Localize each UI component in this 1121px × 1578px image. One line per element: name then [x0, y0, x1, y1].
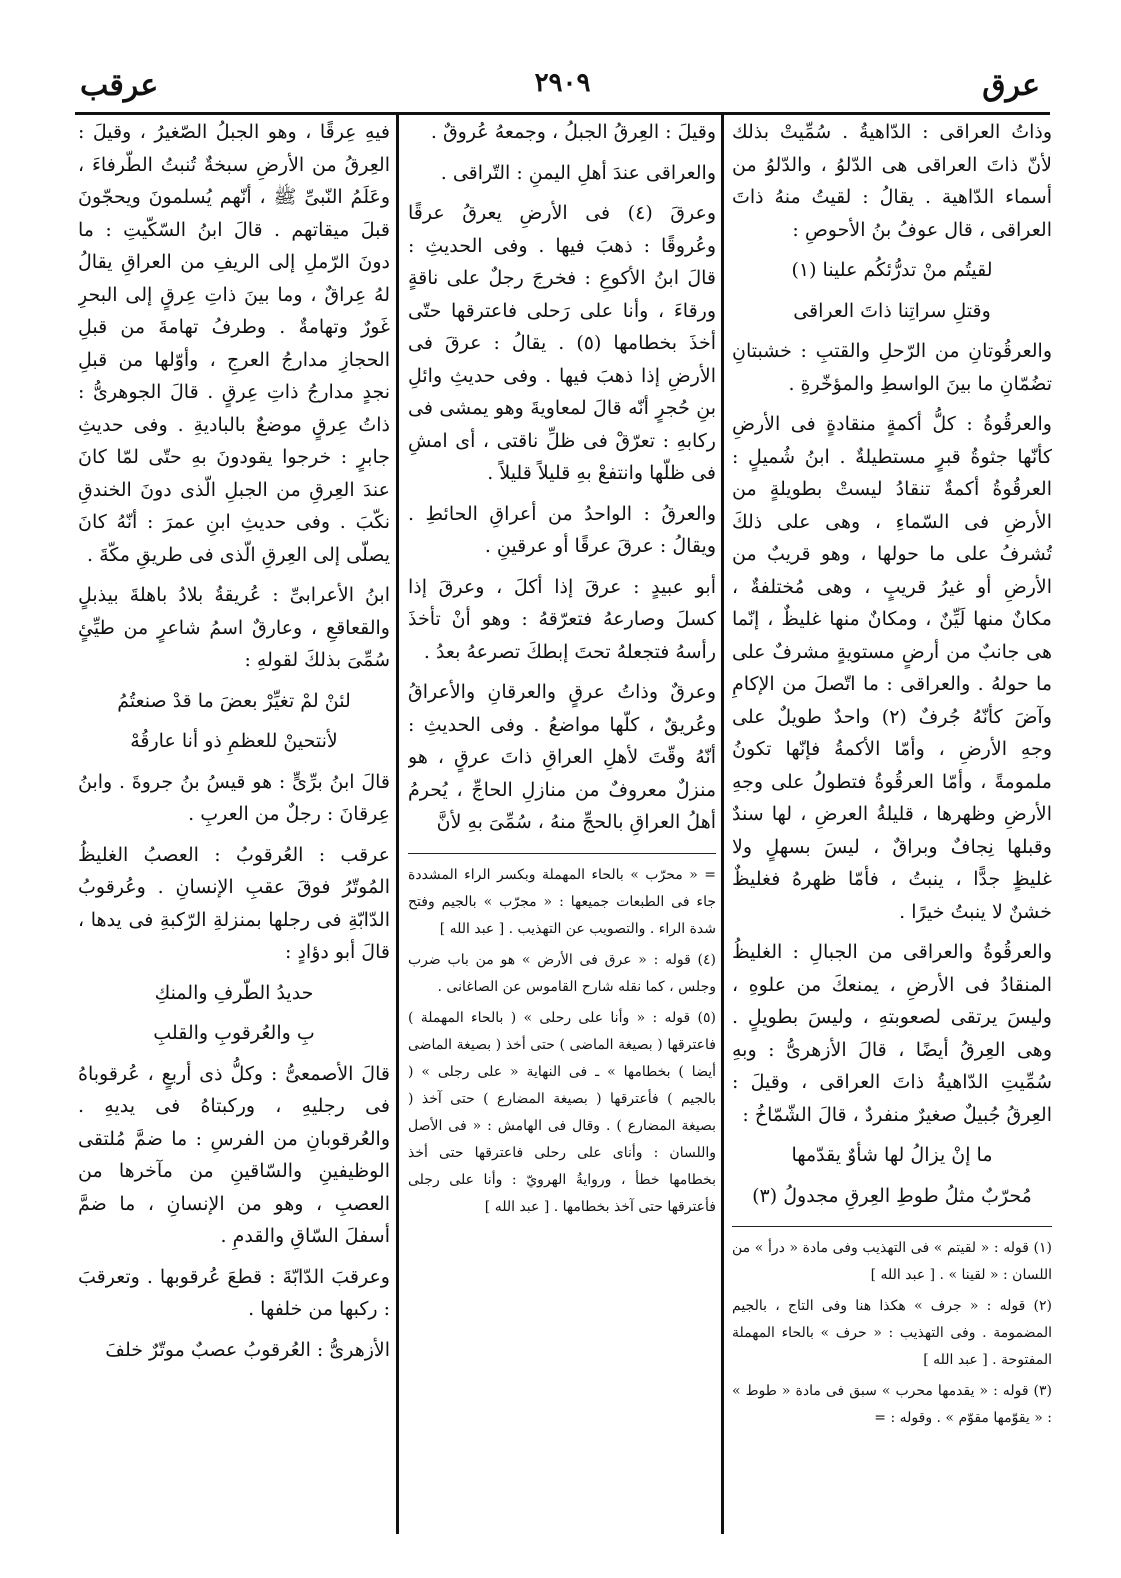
entry-paragraph: والعراقى عندَ أهلِ اليمنِ : التّراقى . [440, 161, 716, 184]
header-right-word: عرق [982, 68, 1040, 103]
verse-line: لقيتُم منْ تدرُّئكُم علينا (١) [791, 259, 993, 281]
entry-paragraph: الأزهرىُّ : العُرقوبُ عصبٌ موتّرٌ خلفَ [105, 1338, 390, 1361]
verse-line: ما إنْ يزالُ لها شأوٌ يقدّمها [791, 1144, 993, 1166]
entry-paragraph: والعرقُ : الواحدُ من أعراقِ الحائطِ . ويقالُ : عرقَ عرقًا أو عرقينِ . [408, 502, 716, 557]
verse-line: بِ والعُرقوبِ والقلبِ [153, 1022, 315, 1044]
entry-paragraph: ابنُ الأعرابىِّ : عُريقةُ بلادُ باهلةَ بيذبلٍ والقعاقعِ ، وعارقٌ اسمُ شاعرٍ من طيِّئٍ سُمِّىَ بذلكَ لقولهِ : [78, 584, 390, 671]
verse-line: مُحرّبٌ مثلُ طوطِ العِرقِ مجدولُ (٣) [752, 1184, 1032, 1207]
footnote: = « محرّب » بالحاء المهملة وبكسر الراء المشددة جاء فى الطبعات جميعها : « مجرّب » بالجيم وفتح شدة الراء . والتصويب عن التهذيب . [ عبد الله ] [408, 866, 716, 937]
entry-paragraph: قالَ الأصمعىُّ : وكلُّ ذى أربعٍ ، عُرقوباهُ فى رجليهِ ، وركبتاهُ فى يديهِ . والعُرقوبانِ من الفرسِ : ما ضمَّ مُلتقى الوظيفينِ والسّاقينِ من مآخرها من العصبِ ، وهو من الإنسانِ ، ما ضمَّ أسفلَ السّاقِ والقدمِ . [78, 1062, 390, 1247]
page-number: ٢٩٠٩ [534, 68, 591, 98]
column-divider [396, 114, 399, 1534]
right-column [732, 116, 1052, 1536]
left-column-body [78, 116, 390, 1366]
footnote: (٤) قوله : « عرق فى الأرض » هو من باب ضرب وجلس ، كما نقله شارح القاموس عن الصاغانى . [408, 951, 716, 995]
entry-paragraph: والعرقُوةُ : كلُّ أكمةٍ منقادةٍ فى الأرضِ كأنّها جثوةُ قبرٍ مستطيلةٌ . ابنُ شُميلٍ : العرقُوةُ أكمةٌ تنقادُ ليستْ بطويلةٍ من الأرضِ فى السّماءِ ، وهى على ذلكَ تُشرفُ على ما حولها ، وهو قريبٌ من الأرضِ أو غيرُ قريبٍ ، وهى مُختلفةٌ ، مكانٌ منها لَيِّنٌ ، ومكانٌ منها غليظٌ ، إنّما هى جانبٌ من أرضٍ مستويةٍ مشرفٌ على ما حولهُ . والعراقى : ما اتّصلَ من الإكامِ وآضَ كأنّهُ جُرفٌ (٢) واحدٌ طويلٌ على وجهِ الأرضِ ، وأمّا الأكمةُ فإنّها تكونُ ملمومةً ، وأمّا العرقُوةُ فتطولُ على وجهِ الأرضِ وظهرها ، قليلةُ العرضِ ، لها سندٌ وقبلها نِجافٌ وبراقٌ ، ليسَ بسهلٍ ولا غليظٍ جدًّا ، ينبتُ ، فأمّا ظهرهُ فغليظٌ خشنٌ لا ينبتُ خيرًا . [732, 413, 1052, 923]
verse-line: وقتلِ سراتِنا ذاتَ العراقى [793, 299, 991, 322]
page-header [70, 68, 1055, 108]
footnote: (١) قوله : « لقيتم » فى التهذيب وفى مادة « درأ » من اللسان : « لقينا » . [ عبد الله ] [732, 1240, 1052, 1283]
entry-paragraph: وعرقٌ وذاتُ عرقٍ والعرقانِ والأعراقُ وعُريقٌ ، كلّها مواضعُ . وفى الحديثِ : أنّهُ وقّتَ لأهلِ العراقِ ذاتَ عرقٍ ، هو منزلٌ معروفٌ من منازلِ الحاجِّ ، يُحرمُ أهلُ العراقِ بالحجِّ منهُ ، سُمِّىَ بهِ لأنَّ [408, 681, 716, 833]
entry-paragraph: وقيلَ : العِرقُ الجبلُ ، وجمعهُ عُروقٌ . [430, 121, 716, 143]
entry-paragraph: فيهِ عِرقًا ، وهو الجبلُ الصّغيرُ ، وقيلَ : العِرقُ من الأرضِ سبخةٌ تُنبتُ الطّرفاءَ ، وعَلَمُ النّبىِّ ﷺ ، أنّهم يُسلمونَ ويحجّونَ قبلَ ميقاتهم . قالَ ابنُ السّكّيتِ : ما دونَ الرّملِ إلى الريفِ من العراقِ يقالُ لهُ عِراقٌ ، وما بينَ ذاتِ عِرقٍ إلى البحرِ غَورٌ وتهامةٌ . وطرفُ تهامةَ من قبلِ الحجازِ مدارجُ العرجِ ، وأوّلها من قبلِ نجدٍ مدارجُ ذاتِ عِرقٍ . قالَ الجوهرىُّ : ذاتُ عِرقٍ موضعٌ بالباديةِ . وفى حديثِ جابرٍ : خرجوا يقودونَ بهِ حتّى لمّا كانَ عندَ العِرقِ من الجبلِ الّذى دونَ الخندقِ نكّبَ . وفى حديثِ ابنِ عمرَ : أنّهُ كانَ يصلّى إلى العِرقِ الّذى فى طريقِ مكّةَ . [78, 121, 390, 566]
entry-paragraph: وذاتُ العراقى : الدّاهيةُ . سُمِّيتْ بذلك لأنّ ذاتَ العراقى هى الدّلوُ ، والدّلوُ من أسماء الدّاهية . يقالُ : لقيتُ منهُ ذاتَ العراقى ، قال عوفُ بنُ الأحوصِ : [732, 121, 1052, 241]
middle-column-footnotes [408, 853, 716, 1221]
header-left-word: عرقب [80, 68, 159, 103]
middle-column [408, 116, 716, 1536]
footnote: (٥) قوله : « وأنا على رحلى » ( بالحاء المهملة ) فاعترقها ( بصيغة الماضى ) حتى أخذ ( بصيغة الماضى أيضا ) بخطامها » ـ فى النهاية « على رجلى » ( بالجيم ) فأعترقها ( بصيغة المضارع ) حتى آخذ ( بصيغة المضارع ) . وقال فى الهامش : « فى الأصل واللسان : وأناى على رحلى فاعترقها حتى أخذ بخطامها خطأ ، وروايةُ الهرويّ : وأنا على رجلى فأعترقها حتى آخذ بخطامها . [ عبد الله ] [408, 1009, 716, 1215]
middle-column-body [408, 116, 716, 839]
footnote: (٢) قوله : « جرف » هكذا هنا وفى التاج ، بالجيم المضمومة . وفى التهذيب : « حرف » بالحاء المهملة المفتوحة . [ عبد الله ] [732, 1298, 1052, 1368]
verse-line: لأنتحينْ للعظمِ ذو أنا عارقُهْ [130, 730, 338, 752]
left-column [78, 116, 390, 1536]
entry-paragraph: وعرقَ (٤) فى الأرضِ يعرقُ عرقًا وعُروقًا : ذهبَ فيها . وفى الحديثِ : قالَ ابنُ الأكوعِ : فخرجَ رجلٌ على ناقةٍ ورقاءَ ، وأنا على رَحلى فاعترقها حتّى أخذَ بخطامها (٥) . يقالُ : عرقَ فى الأرضِ إذا ذهبَ فيها . وفى حديثِ وائلِ بنِ حُجرٍ أنّه قالَ لمعاويةَ وهو يمشى فى ركابهِ : تعرّقْ فى ظلِّ ناقتى ، أى امشِ فى ظلّها وانتفعْ بهِ قليلاً قليلاً . [408, 202, 716, 484]
entry-paragraph: أبو عبيدٍ : عرقَ إذا أكلَ ، وعرقَ إذا كسلَ وصارعهُ فتعرّقهُ : وهو أنْ تأخذَ رأسهُ فتجعلهُ تحتَ إبطكَ تصرعهُ بعدُ . [408, 575, 716, 663]
verse-line: لئنْ لمْ تغيِّرْ بعضَ ما قدْ صنعتُمُ [117, 689, 351, 712]
footnote: (٣) قوله : « يقدمها محرب » سبق فى مادة « طوط » : « يقوّمها مقوّم » . وقوله : = [732, 1383, 1052, 1426]
entry-paragraph: والعرقُوةُ والعراقى من الجبالِ : الغليظُ المنقادُ فى الأرضِ ، يمنعكَ من علوهِ ، وليسَ يرتقى لصعوبتهِ ، وليسَ بطويلٍ . وهى العِرقُ أيضًا ، قالَ الأزهرىُّ : وبهِ سُمِّيتِ الدّاهيةُ ذاتَ العراقى ، وقيلَ : العِرقُ جُبيلٌ صغيرٌ منفردٌ ، قالَ الشّمّاخُ : [732, 941, 1052, 1126]
right-column-footnotes [732, 1226, 1052, 1432]
verse-line: حديدُ الطّرفِ والمنكِ [154, 981, 314, 1004]
entry-paragraph: عرقب : العُرقوبُ : العصبُ الغليظُ المُوتّرُ فوقَ عقبِ الإنسانِ . وعُرقوبُ الدّابّةِ فى رجلها بمنزلةِ الرّكبةِ فى يدها ، قالَ أبو دؤادٍ : [78, 843, 390, 963]
entry-paragraph: والعرقُوتانِ من الرّحلِ والقتبِ : خشبتانِ تضُمّانِ ما بينَ الواسطِ والمؤخّرةِ . [732, 340, 1052, 395]
column-divider [721, 114, 724, 1534]
right-column-body [732, 116, 1052, 1212]
entry-paragraph: وعرقبَ الدّابّةَ : قطعَ عُرقوبها . وتعرقبَ : ركبها من خلفها . [78, 1265, 390, 1320]
header-rule [75, 112, 1050, 115]
entry-paragraph: قالَ ابنُ برِّىٍّ : هو قيسُ بنُ جروةَ . وابنُ عِرقانَ : رجلٌ من العربِ . [78, 770, 390, 825]
